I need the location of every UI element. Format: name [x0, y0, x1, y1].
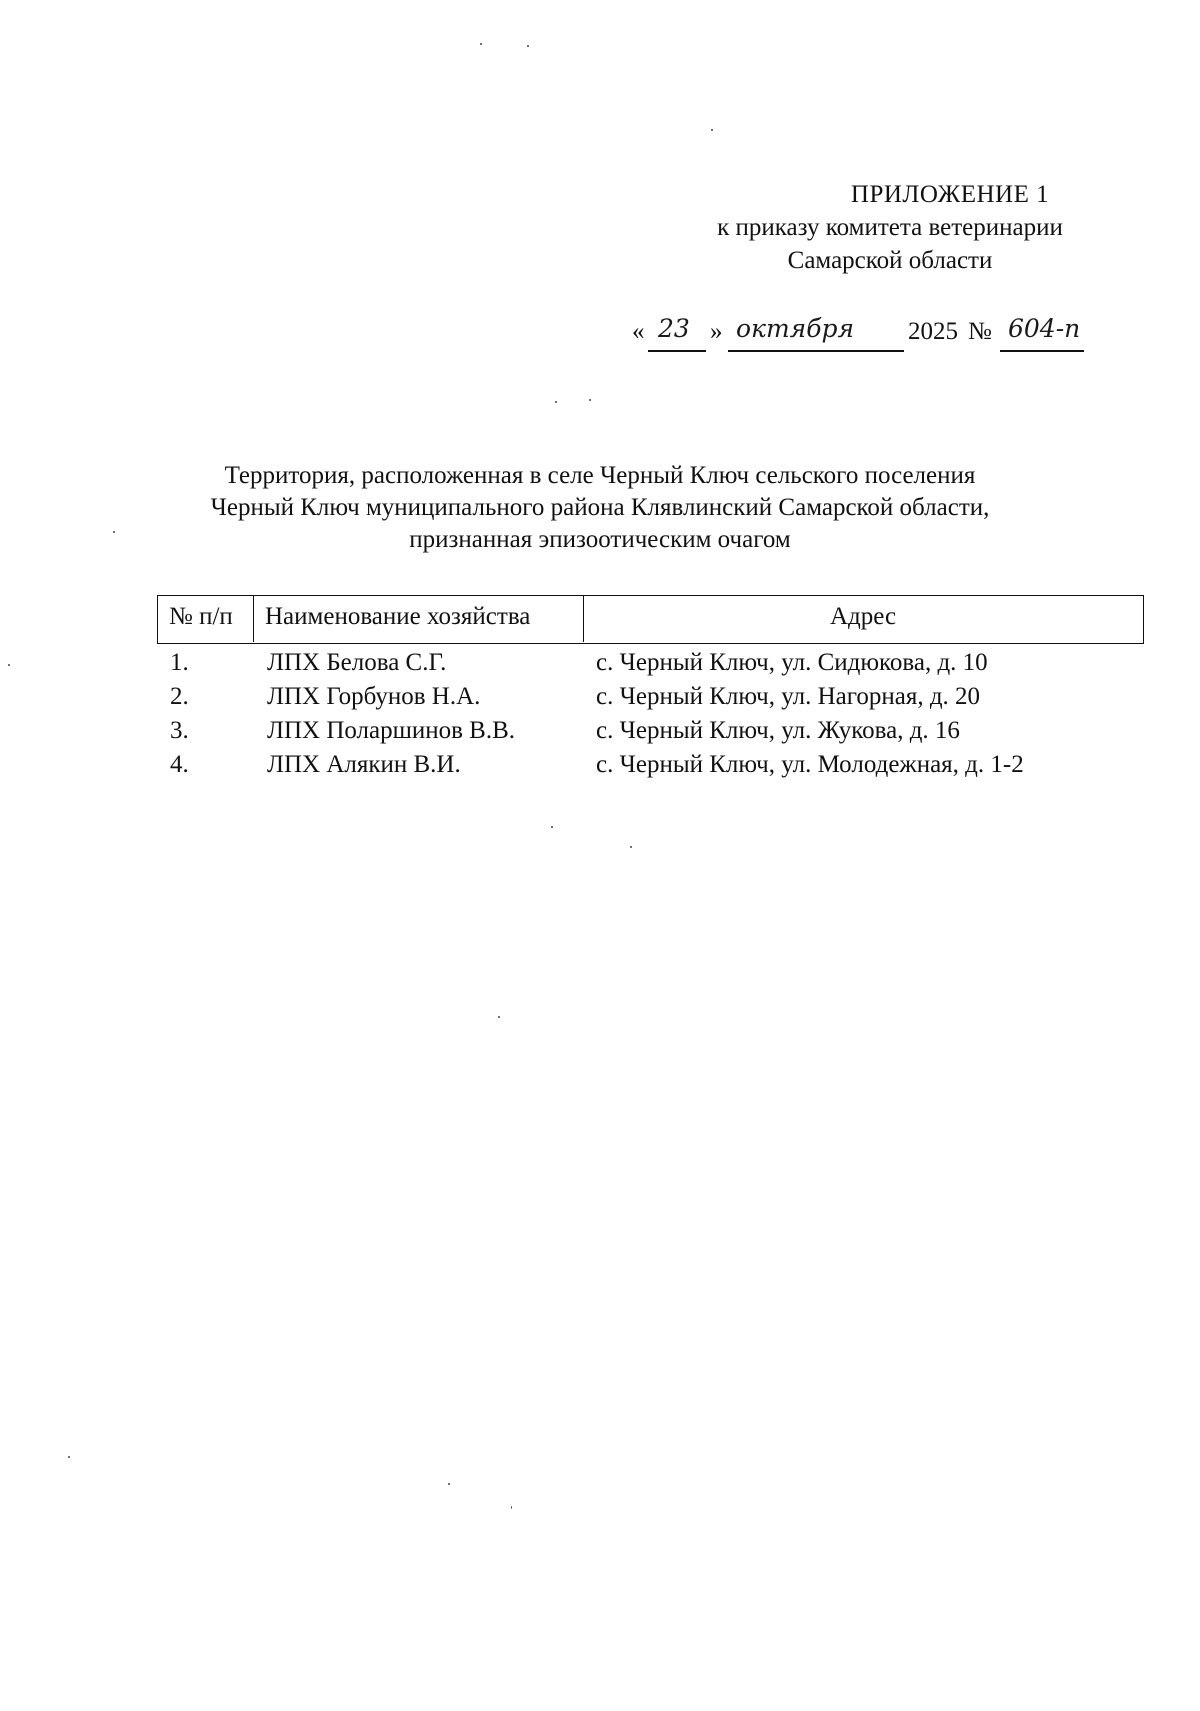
appendix-line-2: Самарской области — [787, 247, 993, 274]
scan-speck — [8, 664, 10, 666]
open-quote: « — [632, 318, 645, 345]
scan-speck — [113, 531, 115, 533]
scan-speck — [448, 1483, 450, 1485]
scan-speck — [511, 1506, 512, 1509]
table-row — [157, 748, 1144, 782]
month-underline — [728, 350, 904, 352]
header-address: Адрес — [829, 603, 897, 630]
order-month: октября — [736, 314, 855, 343]
document-title-line-2: Черный Ключ муниципального района Клявлинский Самарской области, — [210, 494, 990, 521]
table-row — [157, 680, 1144, 714]
appendix-title: ПРИЛОЖЕНИЕ 1 — [850, 181, 1050, 208]
order-number: 604-п — [1008, 314, 1081, 343]
table-header — [157, 595, 1144, 644]
scan-speck — [630, 846, 632, 848]
row-farm-name: ЛПХ Поларшинов В.В. — [267, 717, 516, 744]
row-number: 4. — [170, 751, 189, 778]
row-number: 3. — [170, 717, 189, 744]
day-underline — [648, 350, 706, 352]
row-number: 1. — [170, 649, 189, 676]
table-row — [157, 714, 1144, 748]
header-number: № п/п — [158, 596, 254, 642]
document-title-line-3: признанная эпизоотическим очагом — [409, 526, 791, 553]
document-title-line-1: Территория, расположенная в селе Черный Ключ сельского поселения — [224, 462, 976, 489]
scan-speck — [711, 129, 713, 131]
scan-speck — [555, 401, 557, 403]
order-date-number — [632, 314, 1152, 358]
table-body — [157, 646, 1144, 782]
order-day: 23 — [658, 314, 690, 343]
table-row — [157, 646, 1144, 680]
scan-speck — [589, 399, 591, 401]
number-sign: № — [968, 318, 992, 345]
appendix-line-1: к приказу комитета ветеринарии — [717, 214, 1063, 241]
document-title — [120, 460, 1080, 556]
scan-speck — [480, 43, 482, 45]
appendix-header — [640, 178, 1140, 277]
scan-speck — [527, 45, 529, 47]
close-quote: » — [710, 318, 723, 345]
row-address: с. Черный Ключ, ул. Жукова, д. 16 — [596, 717, 960, 744]
scan-speck — [551, 826, 553, 828]
farms-table — [157, 595, 1144, 782]
scan-speck — [68, 1456, 70, 1458]
number-underline — [1000, 350, 1084, 352]
row-address: с. Черный Ключ, ул. Молодежная, д. 1-2 — [596, 751, 1024, 778]
row-number: 2. — [170, 683, 189, 710]
row-farm-name: ЛПХ Белова С.Г. — [267, 649, 447, 676]
row-farm-name: ЛПХ Алякин В.И. — [267, 751, 461, 778]
row-address: с. Черный Ключ, ул. Сидюкова, д. 10 — [596, 649, 988, 676]
header-farm-name: Наименование хозяйства — [254, 596, 584, 642]
order-year: 2025 — [908, 318, 958, 345]
row-farm-name: ЛПХ Горбунов Н.А. — [267, 683, 481, 710]
scan-speck — [498, 1016, 500, 1018]
row-address: с. Черный Ключ, ул. Нагорная, д. 20 — [596, 683, 981, 710]
